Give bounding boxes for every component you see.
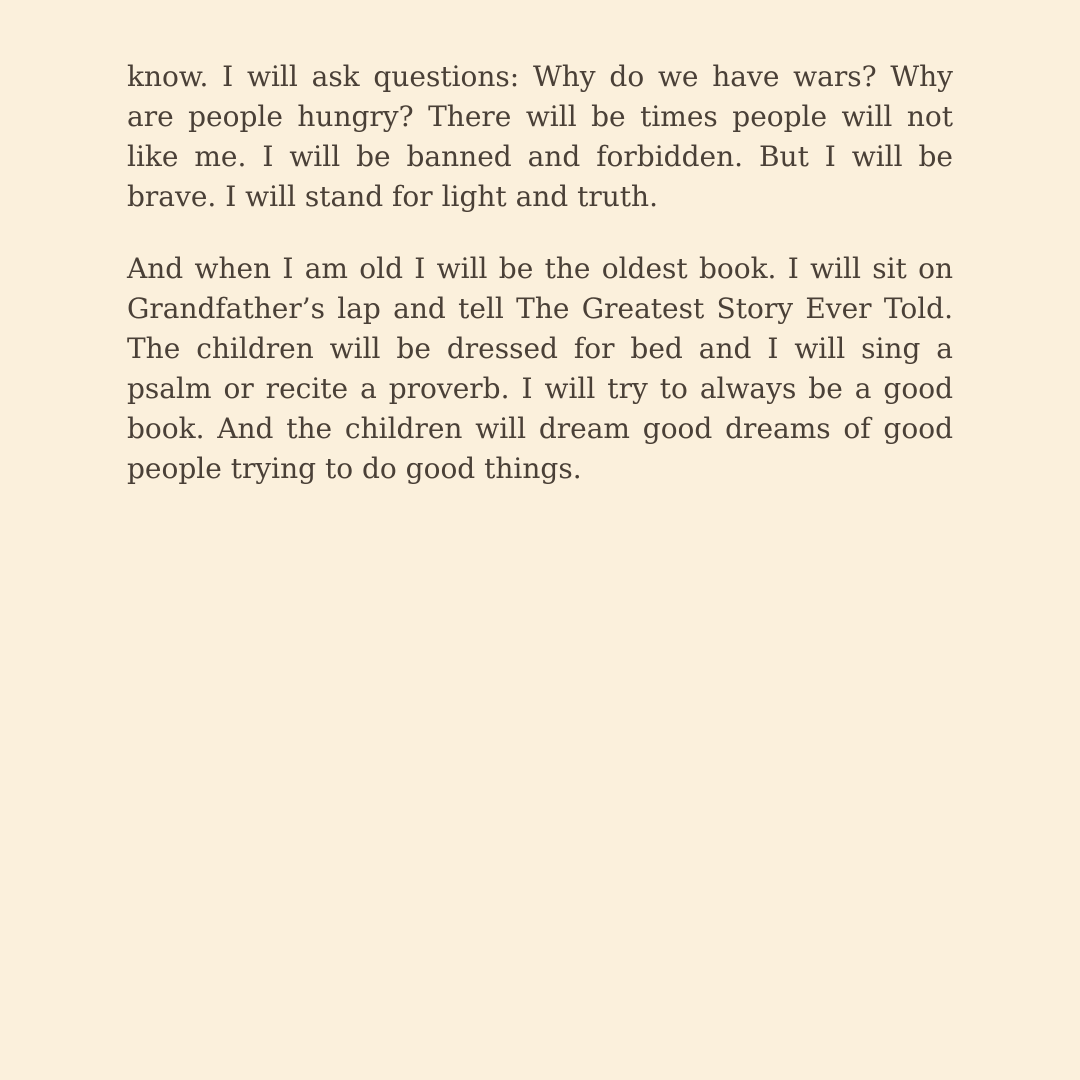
paragraph-1: know. I will ask questions: Why do we have wars? Why are people hungry? There will be times people will not like me. I will be banned and forbidden. But I will be brave. I will stand for light and truth. bbox=[127, 60, 953, 213]
paragraph-2: And when I am old I will be the oldest book. I will sit on Grandfather’s lap and tell The Greatest Story Ever Told. The children will be dressed for bed and I will sing a psalm or recite a proverb. I will try to always be a good book. And the children will dream good dreams of good people trying to do good things. bbox=[127, 252, 953, 485]
book-text-column bbox=[127, 57, 953, 489]
